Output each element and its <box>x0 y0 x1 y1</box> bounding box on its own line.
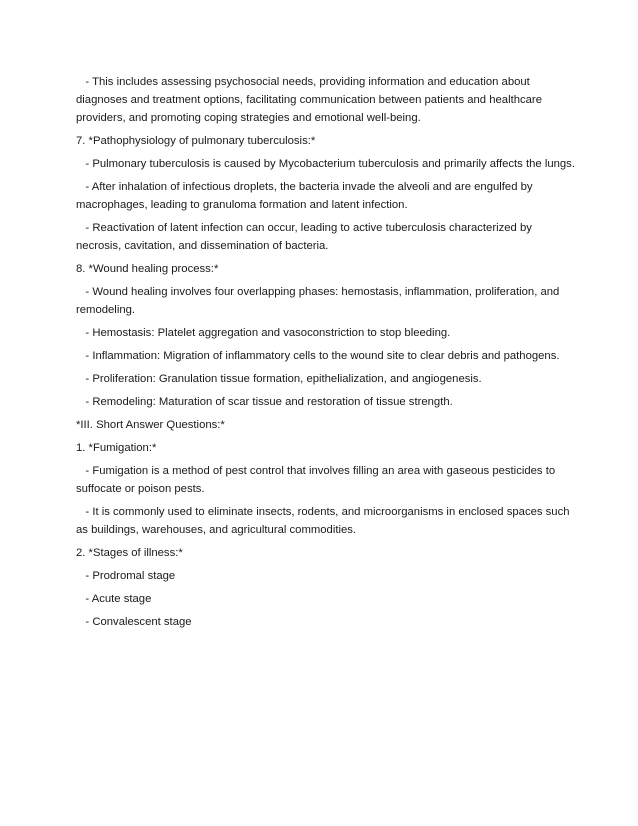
question-2-item: - Convalescent stage <box>76 616 192 628</box>
question-2-heading: 2. *Stages of illness:* <box>76 547 183 559</box>
section-7-item: - Reactivation of latent infection can occur, leading to active tuberculosis characterized by necrosis, cavitation, and dissemination of bacteria. <box>76 222 536 252</box>
section-8-item: - Remodeling: Maturation of scar tissue and restoration of tissue strength. <box>76 396 453 408</box>
section-8-item: - Proliferation: Granulation tissue formation, epithelialization, and angiogenesis. <box>76 373 482 385</box>
question-2-item: - Prodromal stage <box>76 570 176 582</box>
section-7-item: - Pulmonary tuberculosis is caused by Mycobacterium tuberculosis and primarily affects the lungs. <box>76 158 575 170</box>
section-7-item: - After inhalation of infectious droplets, the bacteria invade the alveoli and are engulfed by macrophages, leading to granuloma formation and latent infection. <box>76 181 536 211</box>
question-2-item: - Acute stage <box>76 593 152 605</box>
section-8-heading: 8. *Wound healing process:* <box>76 263 219 275</box>
section-8-item: - Wound healing involves four overlapping phases: hemostasis, inflammation, proliferation, and remodeling. <box>76 286 563 316</box>
question-1-item: - Fumigation is a method of pest control that involves filling an area with gaseous pesticides to suffocate or poison pests. <box>76 465 559 495</box>
question-1-heading: 1. *Fumigation:* <box>76 442 157 454</box>
section-8-item: - Hemostasis: Platelet aggregation and vasoconstriction to stop bleeding. <box>76 327 451 339</box>
part-3-heading: *III. Short Answer Questions:* <box>76 419 225 431</box>
intro-paragraph: - This includes assessing psychosocial needs, providing information and education about diagnoses and treatment options, facilitating communication between patients and healthcare providers, and promoting coping strategies and emotional well-being. <box>76 76 546 124</box>
section-8-item: - Inflammation: Migration of inflammatory cells to the wound site to clear debris and pathogens. <box>76 350 560 362</box>
question-1-item: - It is commonly used to eliminate insects, rodents, and microorganisms in enclosed spaces such as buildings, warehouses, and agricultural commodities. <box>76 506 573 536</box>
section-7-heading: 7. *Pathophysiology of pulmonary tuberculosis:* <box>76 135 316 147</box>
